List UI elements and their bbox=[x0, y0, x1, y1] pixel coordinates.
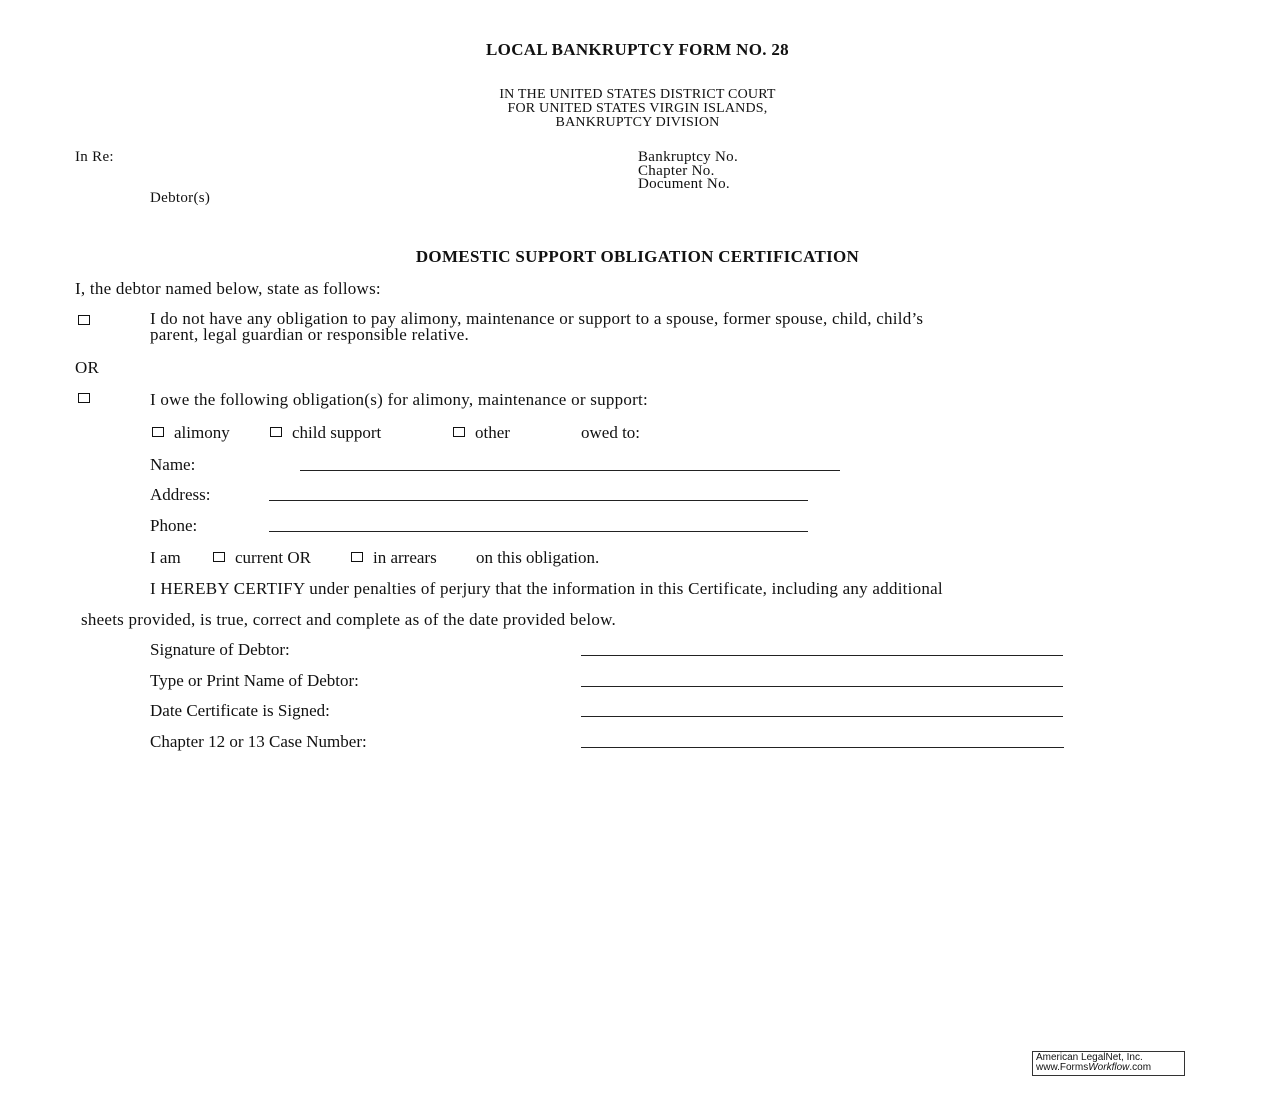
intro-text: I, the debtor named below, state as follows: bbox=[75, 279, 381, 298]
signature-label: Signature of Debtor: bbox=[150, 640, 290, 659]
bankruptcy-no-label: Bankruptcy No. bbox=[638, 149, 739, 165]
court-line-3: BANKRUPTCY DIVISION bbox=[555, 115, 720, 130]
date-signed-label: Date Certificate is Signed: bbox=[150, 701, 330, 720]
publisher-url-prefix: www.Forms bbox=[1036, 1062, 1089, 1073]
current-label: current OR bbox=[235, 548, 312, 567]
publisher-badge bbox=[1032, 1051, 1185, 1076]
debtor-label: Debtor(s) bbox=[150, 190, 211, 206]
form-title: LOCAL BANKRUPTCY FORM NO. 28 bbox=[486, 40, 789, 59]
owe-obligation-checkbox[interactable] bbox=[78, 393, 90, 403]
child-support-label: child support bbox=[292, 423, 382, 442]
other-checkbox[interactable] bbox=[453, 427, 465, 437]
in-re-label: In Re: bbox=[75, 149, 114, 165]
phone-label: Phone: bbox=[150, 516, 198, 535]
court-caption bbox=[0, 88, 1275, 130]
address-field[interactable] bbox=[269, 500, 808, 501]
case-number-field[interactable] bbox=[581, 747, 1064, 748]
print-name-field[interactable] bbox=[581, 686, 1063, 687]
current-checkbox[interactable] bbox=[213, 552, 225, 562]
other-label: other bbox=[475, 423, 510, 442]
no-obligation-line-2: parent, legal guardian or responsible relative. bbox=[150, 325, 470, 344]
certify-line-2: sheets provided, is true, correct and complete as of the date provided below. bbox=[81, 610, 617, 629]
or-label: OR bbox=[75, 358, 100, 377]
certify-line-1: I HEREBY CERTIFY under penalties of perjury that the information in this Certificate, including any additional bbox=[150, 579, 943, 598]
phone-field[interactable] bbox=[269, 531, 808, 532]
court-line-1: IN THE UNITED STATES DISTRICT COURT bbox=[499, 87, 776, 102]
in-arrears-label: in arrears bbox=[373, 548, 437, 567]
no-obligation-checkbox[interactable] bbox=[78, 315, 90, 325]
name-field[interactable] bbox=[300, 470, 840, 471]
print-name-label: Type or Print Name of Debtor: bbox=[150, 671, 359, 690]
no-obligation-text bbox=[150, 311, 923, 343]
alimony-label: alimony bbox=[174, 423, 230, 442]
owe-obligation-text: I owe the following obligation(s) for alimony, maintenance or support: bbox=[150, 390, 648, 409]
no-obligation-line-1: I do not have any obligation to pay alimony, maintenance or support to a spouse, former spouse, child, child’s bbox=[150, 309, 924, 328]
court-line-2: FOR UNITED STATES VIRGIN ISLANDS, bbox=[507, 101, 768, 116]
document-no-label: Document No. bbox=[638, 176, 730, 192]
chapter-no-label: Chapter No. bbox=[638, 162, 715, 179]
address-label: Address: bbox=[150, 485, 211, 504]
case-number-label: Chapter 12 or 13 Case Number: bbox=[150, 732, 367, 751]
certification-heading: DOMESTIC SUPPORT OBLIGATION CERTIFICATION bbox=[415, 247, 860, 266]
date-signed-field[interactable] bbox=[581, 716, 1063, 717]
alimony-checkbox[interactable] bbox=[152, 427, 164, 437]
case-numbers bbox=[638, 151, 738, 192]
in-arrears-checkbox[interactable] bbox=[351, 552, 363, 562]
signature-field[interactable] bbox=[581, 655, 1063, 656]
publisher-line-1: American LegalNet, Inc. bbox=[1036, 1052, 1143, 1063]
child-support-checkbox[interactable] bbox=[270, 427, 282, 437]
name-label: Name: bbox=[150, 455, 196, 474]
publisher-url-italic: Workflow bbox=[1088, 1062, 1130, 1073]
owed-to-label: owed to: bbox=[581, 423, 641, 442]
status-prefix: I am bbox=[150, 548, 181, 567]
publisher-url-suffix: .com bbox=[1129, 1062, 1152, 1073]
status-suffix: on this obligation. bbox=[476, 548, 600, 567]
publisher-line-2 bbox=[1036, 1063, 1181, 1073]
